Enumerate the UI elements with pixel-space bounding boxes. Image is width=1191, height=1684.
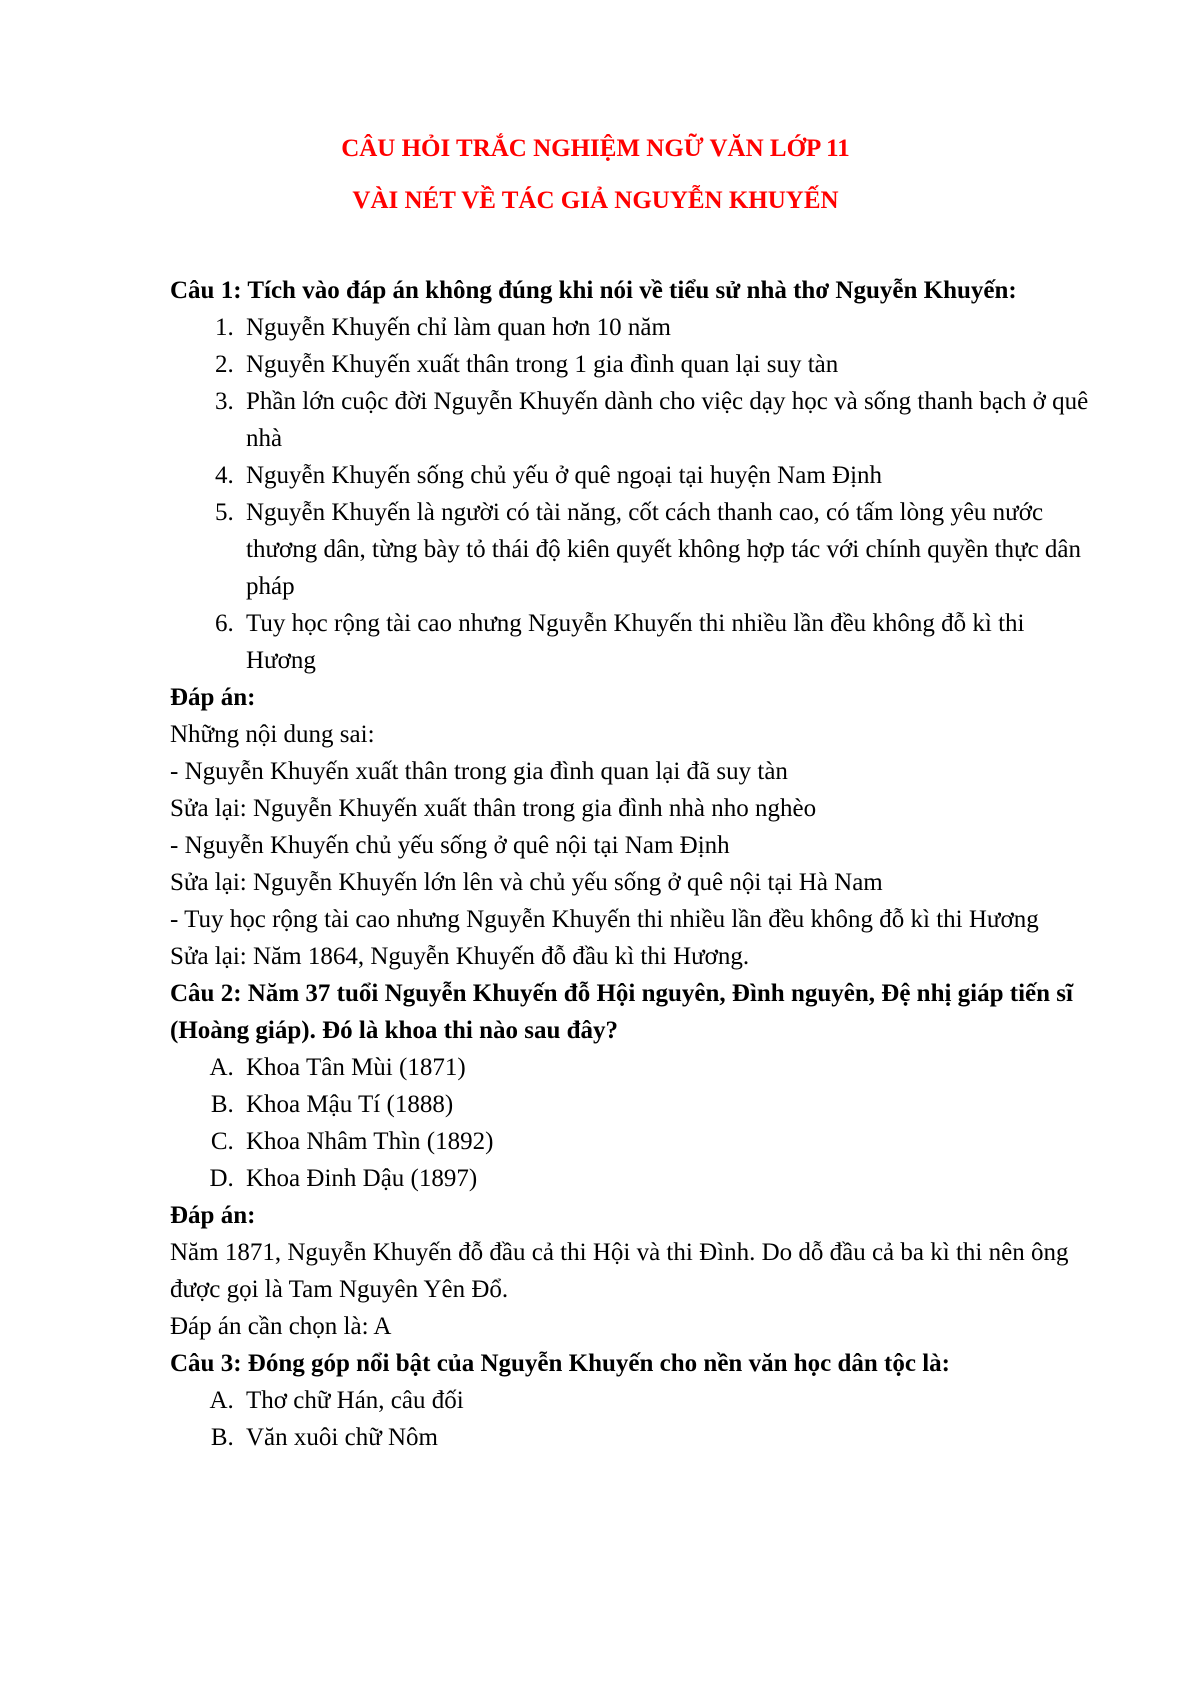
option-item: A. Thơ chữ Hán, câu đối — [240, 1382, 1090, 1419]
answer-line: - Tuy học rộng tài cao nhưng Nguyễn Khuyến thi nhiều lần đều không đỗ kì thi Hương — [170, 906, 1039, 933]
answer-line: Sửa lại: Nguyễn Khuyến lớn lên và chủ yếu sống ở quê nội tại Hà Nam — [170, 869, 883, 896]
document-body — [170, 272, 1090, 1456]
answer-line: Đáp án cần chọn là: A — [170, 1313, 392, 1340]
answer-line: - Nguyễn Khuyến xuất thân trong gia đình quan lại đã suy tàn — [170, 758, 788, 785]
answer-label-1: Đáp án: — [170, 684, 256, 711]
option-item: 2. Nguyễn Khuyến xuất thân trong 1 gia đình quan lại suy tàn — [240, 346, 1090, 383]
option-item: C. Khoa Nhâm Thìn (1892) — [240, 1123, 1090, 1160]
answer-line: Sửa lại: Nguyễn Khuyến xuất thân trong gia đình nhà nho nghèo — [170, 795, 817, 822]
answer-line: Sửa lại: Năm 1864, Nguyễn Khuyến đỗ đầu kì thi Hương. — [170, 943, 750, 970]
option-item: D. Khoa Đinh Dậu (1897) — [240, 1160, 1090, 1197]
option-item: 4. Nguyễn Khuyến sống chủ yếu ở quê ngoại tại huyện Nam Định — [240, 457, 1090, 494]
option-item: B. Văn xuôi chữ Nôm — [240, 1419, 1090, 1456]
answer-line: - Nguyễn Khuyến chủ yếu sống ở quê nội tại Nam Định — [170, 832, 730, 859]
question-1-options — [170, 309, 1090, 679]
question-3: Câu 3: Đóng góp nổi bật của Nguyễn Khuyến cho nền văn học dân tộc là: — [170, 1350, 950, 1377]
option-item: 6. Tuy học rộng tài cao nhưng Nguyễn Khuyến thi nhiều lần đều không đỗ kì thi Hương — [240, 605, 1090, 679]
question-2-options — [170, 1049, 1090, 1197]
option-item: 1. Nguyễn Khuyến chỉ làm quan hơn 10 năm — [240, 309, 1090, 346]
option-item: B. Khoa Mậu Tí (1888) — [240, 1086, 1090, 1123]
option-item: 3. Phần lớn cuộc đời Nguyễn Khuyến dành cho việc dạy học và sống thanh bạch ở quê nhà — [240, 383, 1090, 457]
answer-label-2: Đáp án: — [170, 1202, 256, 1229]
question-1: Câu 1: Tích vào đáp án không đúng khi nói về tiểu sử nhà thơ Nguyễn Khuyến: — [170, 277, 1017, 304]
answer-line: Năm 1871, Nguyễn Khuyến đỗ đầu cả thi Hội và thi Đình. Do dỗ đầu cả ba kì thi nên ông được gọi là Tam Nguyên Yên Đổ. — [170, 1239, 1069, 1303]
question-3-options — [170, 1382, 1090, 1456]
answer-line: Những nội dung sai: — [170, 721, 375, 748]
question-2: Câu 2: Năm 37 tuổi Nguyễn Khuyến đỗ Hội nguyên, Đình nguyên, Đệ nhị giáp tiến sĩ (Hoàng giáp). Đó là khoa thi nào sau đây? — [170, 980, 1073, 1044]
title-line-1: CÂU HỎI TRẮC NGHIỆM NGỮ VĂN LỚP 11 — [341, 135, 850, 162]
option-item: 5. Nguyễn Khuyến là người có tài năng, cốt cách thanh cao, có tấm lòng yêu nước thương dân, từng bày tỏ thái độ kiên quyết không hợp tác với chính quyền thực dân pháp — [240, 494, 1090, 605]
title-line-2: VÀI NÉT VỀ TÁC GIẢ NGUYỄN KHUYẾN — [352, 187, 839, 214]
option-item: A. Khoa Tân Mùi (1871) — [240, 1049, 1090, 1086]
